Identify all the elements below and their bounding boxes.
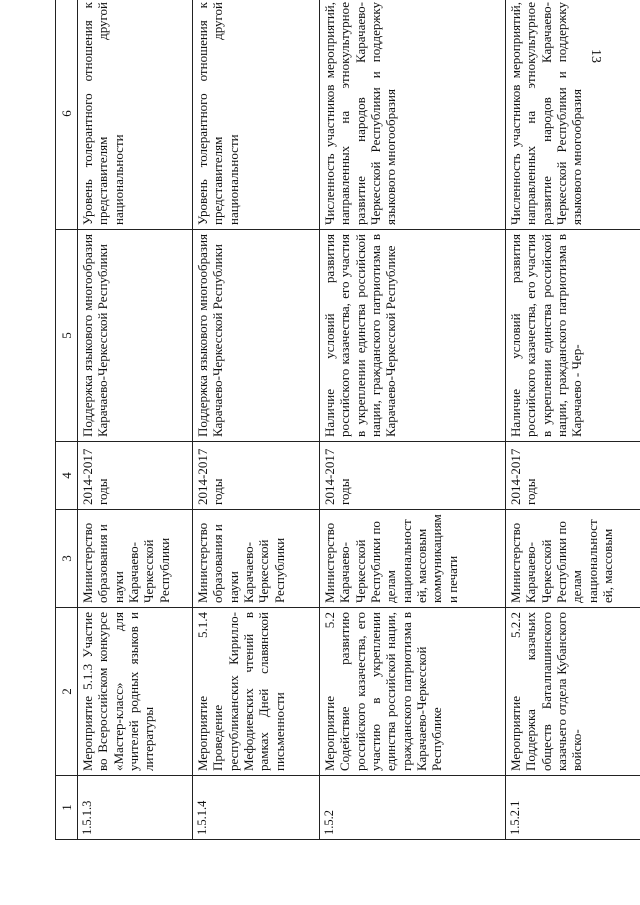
- executor-cell: Министерство образования и науки Карачаево-Черкесской Республики: [193, 510, 320, 608]
- event-cell: Мероприятие 5.2 Содействие развитию российского казачества, его участию в укреплении единства российской нации, гражданского патриотизма в Карачаево-Черкесской Республике: [320, 608, 506, 776]
- period-cell: 2014-2017 годы: [193, 442, 320, 510]
- header-cell: 1: [56, 776, 78, 840]
- indicator-cell: Уровень толерантного отношения к представителям другой национальности: [193, 0, 320, 230]
- period-cell: 2014-2017 годы: [320, 442, 506, 510]
- executor-cell: Министерство образования и науки Карачаево-Черкесской Республики: [78, 510, 193, 608]
- table-row: [193, 0, 320, 840]
- result-cell: Наличие условий развития российского казачества, его участия в укреплении единства российской нации, гражданского патриотизма в Карачаево - Чер-: [506, 230, 640, 442]
- indicator-cell: Численность участников мероприятий, направленных на этнокультурное развитие народов Карачаево-Черкесской Республики и поддержку языкового многообразия: [320, 0, 506, 230]
- header-cell: 6: [56, 0, 78, 230]
- page-number: 13: [588, 49, 603, 63]
- header-cell: 2: [56, 608, 78, 776]
- event-cell: Мероприятие 5.1.4 Проведение республиканских Кирилло-Мефодиевских чтений в рамках Дней славянской письменности: [193, 608, 320, 776]
- rotated-page-content: [55, 0, 640, 840]
- indicator-cell: Уровень толерантного отношения к представителям другой национальности: [78, 0, 193, 230]
- period-cell: 2014-2017 годы: [506, 442, 640, 510]
- event-cell: Мероприятие 5.2.2 Поддержка казачьих обществ Баталпашинского казачьего отдела Кубанского войско-: [506, 608, 640, 776]
- indicator-cell: Численность участников мероприятий, направленных на этнокультурное развитие народов Карачаево-Черкесской Республики и поддержку языкового многообразия: [506, 0, 640, 230]
- header-cell: 5: [56, 230, 78, 442]
- row-number: 1.5.2.1: [506, 776, 640, 840]
- table-row: [320, 0, 506, 840]
- header-cell: 4: [56, 442, 78, 510]
- executor-cell: Министерство Карачаево-Черкесской Республики по делам национальностей, массовым коммуникациям и печати: [320, 510, 506, 608]
- table-row: [78, 0, 193, 840]
- row-number: 1.5.1.4: [193, 776, 320, 840]
- result-cell: Поддержка языкового многообразия Карачаево-Черкесской Республики: [193, 230, 320, 442]
- header-cell: 3: [56, 510, 78, 608]
- executor-cell: Министерство Карачаево-Черкесской Республики по делам национальностей, массовым: [506, 510, 640, 608]
- row-number: 1.5.1.3: [78, 776, 193, 840]
- table-row: [506, 0, 640, 840]
- header-row: [56, 0, 78, 840]
- period-cell: 2014-2017 годы: [78, 442, 193, 510]
- row-number: 1.5.2: [320, 776, 506, 840]
- event-cell: Мероприятие 5.1.3 Участие во Всероссийском конкурсе «Мастер-класс» для учителей родных языков и литературы: [78, 608, 193, 776]
- program-table: [55, 0, 640, 840]
- result-cell: Поддержка языкового многообразия Карачаево-Черкесской Республики: [78, 230, 193, 442]
- result-cell: Наличие условий развития российского казачества, его участия в укреплении единства российской нации, гражданского патриотизма в Карачаево-Черкесской Республике: [320, 230, 506, 442]
